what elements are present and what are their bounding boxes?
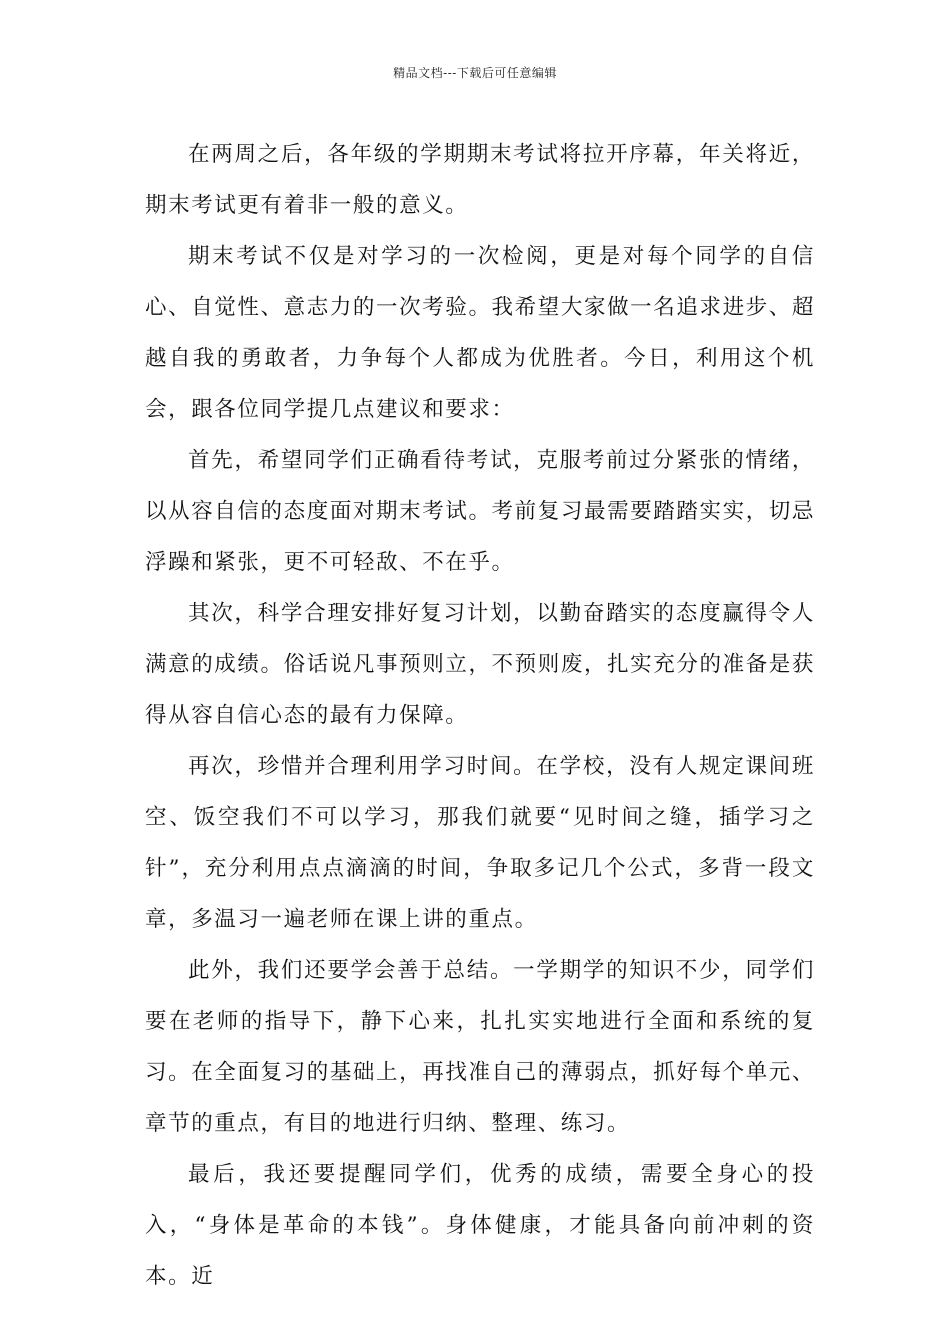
paragraph: 首先，希望同学们正确看待考试，克服考前过分紧张的情绪，以从容自信的态度面对期末考试。考前复习最需要踏踏实实，切忌浮躁和紧张，更不可轻敌、不在乎。	[145, 448, 815, 575]
paragraph: 再次，珍惜并合理利用学习时间。在学校，没有人规定课间班空、饭空我们不可以学习，那我们就要“见时间之缝，插学习之针”，充分利用点点滴滴的时间，争取多记几个公式，多背一段文章，多温习一遍老师在课上讲的重点。	[145, 754, 815, 932]
paragraph: 最后，我还要提醒同学们，优秀的成绩，需要全身心的投入，“身体是革命的本钱”。身体健康，才能具备向前冲刺的资本。近	[145, 1162, 815, 1289]
paragraph: 此外，我们还要学会善于总结。一学期学的知识不少，同学们要在老师的指导下，静下心来，扎扎实实地进行全面和系统的复习。在全面复习的基础上，再找准自己的薄弱点，抓好每个单元、章节的重点，有目的地进行归纳、整理、练习。	[145, 958, 815, 1136]
page-header: 精品文档---下载后可任意编辑	[393, 66, 557, 80]
document-body	[145, 129, 815, 1302]
paragraph: 在两周之后，各年级的学期期末考试将拉开序幕，年关将近，期末考试更有着非一般的意义。	[145, 142, 815, 218]
paragraph: 其次，科学合理安排好复习计划，以勤奋踏实的态度赢得令人满意的成绩。俗话说凡事预则立，不预则废，扎实充分的准备是获得从容自信心态的最有力保障。	[145, 601, 815, 728]
paragraph: 期末考试不仅是对学习的一次检阅，更是对每个同学的自信心、自觉性、意志力的一次考验。我希望大家做一名追求进步、超越自我的勇敢者，力争每个人都成为优胜者。今日，利用这个机会，跟各位同学提几点建议和要求：	[145, 244, 815, 422]
